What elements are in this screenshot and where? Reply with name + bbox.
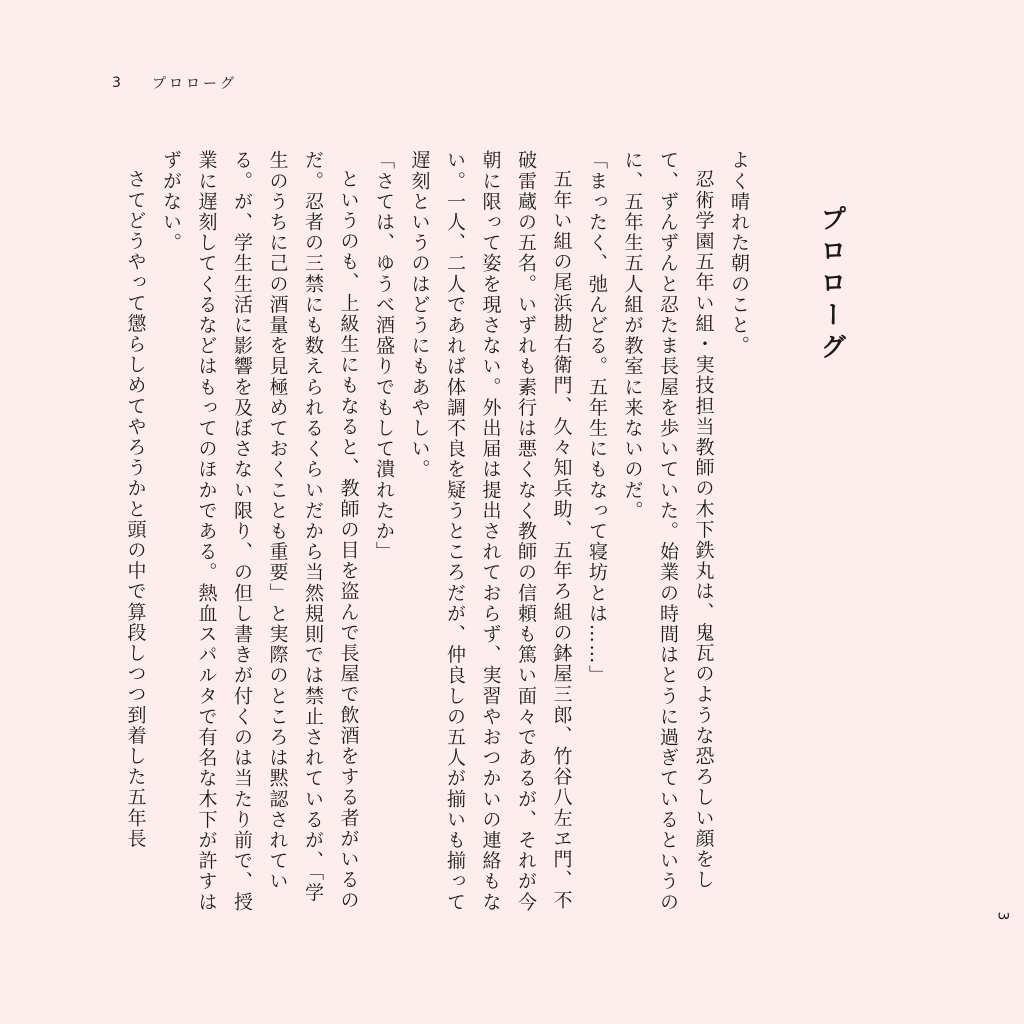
paragraph: よく晴れた朝のこと。 bbox=[728, 150, 750, 356]
paragraph: 「まったく、弛んどる。五年生にもなって寝坊とは……」 bbox=[586, 150, 608, 686]
paragraph: というのも、上級生にもなると、教師の目を盗んで長屋で飲酒をする者がいるのだ。忍者の三禁にも数えられるくらいだから当然規則では禁止されているが、「学生のうちに己の酒量を見極めておくことも重要」と実際のところは黙認されている。が、学生生活に影響を及ぼさない限り、の但し書きが付くのは当たり前で、授業に遅刻してくるなどはもってのほかである。熱血スパルタで有名な木下が許すはずがない。 bbox=[160, 150, 360, 913]
paragraph: 「さては、ゆうべ酒盛りでもして潰れたか」 bbox=[373, 150, 395, 562]
running-header bbox=[112, 72, 237, 94]
paragraph: 五年い組の尾浜勘右衛門、久々知兵助、五年ろ組の鉢屋三郎、竹谷八左ヱ門、不破雷蔵の五名。いずれも素行は悪くなく教師の信頼も篤い面々であるが、それが今朝に限って姿を現さない。外出届は提出されておらず、実習やおつかいの連絡もない。一人、二人であれば体調不良を疑うところだが、仲良しの五人が揃いも揃って遅刻というのはどうにもあやしい。 bbox=[408, 150, 573, 913]
body-text bbox=[117, 150, 756, 920]
header-chapter-name: プロローグ bbox=[152, 76, 237, 92]
paragraph: 忍術学園五年い組・実技担当教師の木下鉄丸は、鬼瓦のような恐ろしい顔をして、ずんずんと忍たま長屋を歩いていた。始業の時間はとうに過ぎているというのに、五年生五人組が教室に来ないのだ。 bbox=[621, 150, 715, 913]
chapter-title: プロローグ bbox=[816, 205, 846, 365]
page-folio: 3 bbox=[994, 911, 1011, 921]
header-page-number: 3 bbox=[112, 75, 122, 91]
paragraph: さてどうやって懲らしめてやろうかと頭の中で算段しつつ到着した五年長 bbox=[124, 169, 147, 849]
